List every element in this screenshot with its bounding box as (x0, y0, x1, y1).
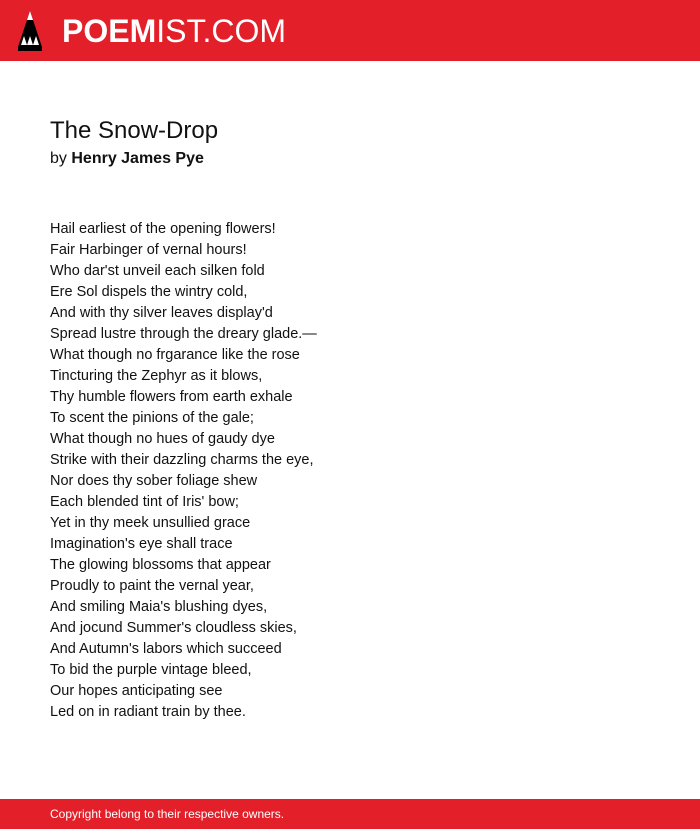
byline (50, 148, 204, 170)
poem-body (50, 219, 317, 723)
poem-line: The glowing blossoms that appear (50, 557, 271, 573)
poem-title: The Snow-Drop (50, 117, 219, 144)
poem-line: Ere Sol dispels the wintry cold, (50, 284, 248, 300)
poem-line: And Autumn's labors which succeed (50, 641, 282, 657)
copyright-text: Copyright belong to their respective owners. (50, 807, 285, 821)
poem-line: To scent the pinions of the gale; (50, 410, 254, 426)
site-footer (0, 799, 700, 829)
poem-line: To bid the purple vintage bleed, (50, 662, 252, 678)
poem-line: Yet in thy meek unsullied grace (50, 515, 251, 531)
poem-line: Fair Harbinger of vernal hours! (50, 242, 247, 258)
poem-line: Thy humble flowers from earth exhale (50, 389, 293, 405)
pencil-logo-icon[interactable] (18, 11, 42, 51)
poem-line: Who dar'st unveil each silken fold (50, 263, 265, 279)
poem-line: Each blended tint of Iris' bow; (50, 494, 239, 510)
site-header (0, 0, 700, 61)
site-logo[interactable] (62, 12, 286, 50)
poem-line: Imagination's eye shall trace (50, 536, 233, 552)
poem-line: And with thy silver leaves display'd (50, 305, 273, 321)
poem-line: Led on in radiant train by thee. (50, 704, 246, 720)
by-label: by (50, 150, 67, 167)
logo-bold-text: POEM (62, 13, 157, 49)
poem-line: What though no frgarance like the rose (50, 347, 300, 363)
poem-line: Hail earliest of the opening flowers! (50, 221, 276, 237)
logo-light-text: IST.COM (156, 13, 287, 49)
poem-line: Tincturing the Zephyr as it blows, (50, 368, 263, 384)
poem-line: What though no hues of gaudy dye (50, 431, 275, 447)
poem-line: Strike with their dazzling charms the eye, (50, 452, 314, 468)
poem-line: Nor does thy sober foliage shew (50, 473, 258, 489)
author-name: Henry James Pye (71, 150, 204, 167)
poem-line: Spread lustre through the dreary glade.— (50, 326, 317, 342)
poem-line: Our hopes anticipating see (50, 683, 223, 699)
poem-line: Proudly to paint the vernal year, (50, 578, 254, 594)
poem-line: And jocund Summer's cloudless skies, (50, 620, 297, 636)
poem-line: And smiling Maia's blushing dyes, (50, 599, 268, 615)
